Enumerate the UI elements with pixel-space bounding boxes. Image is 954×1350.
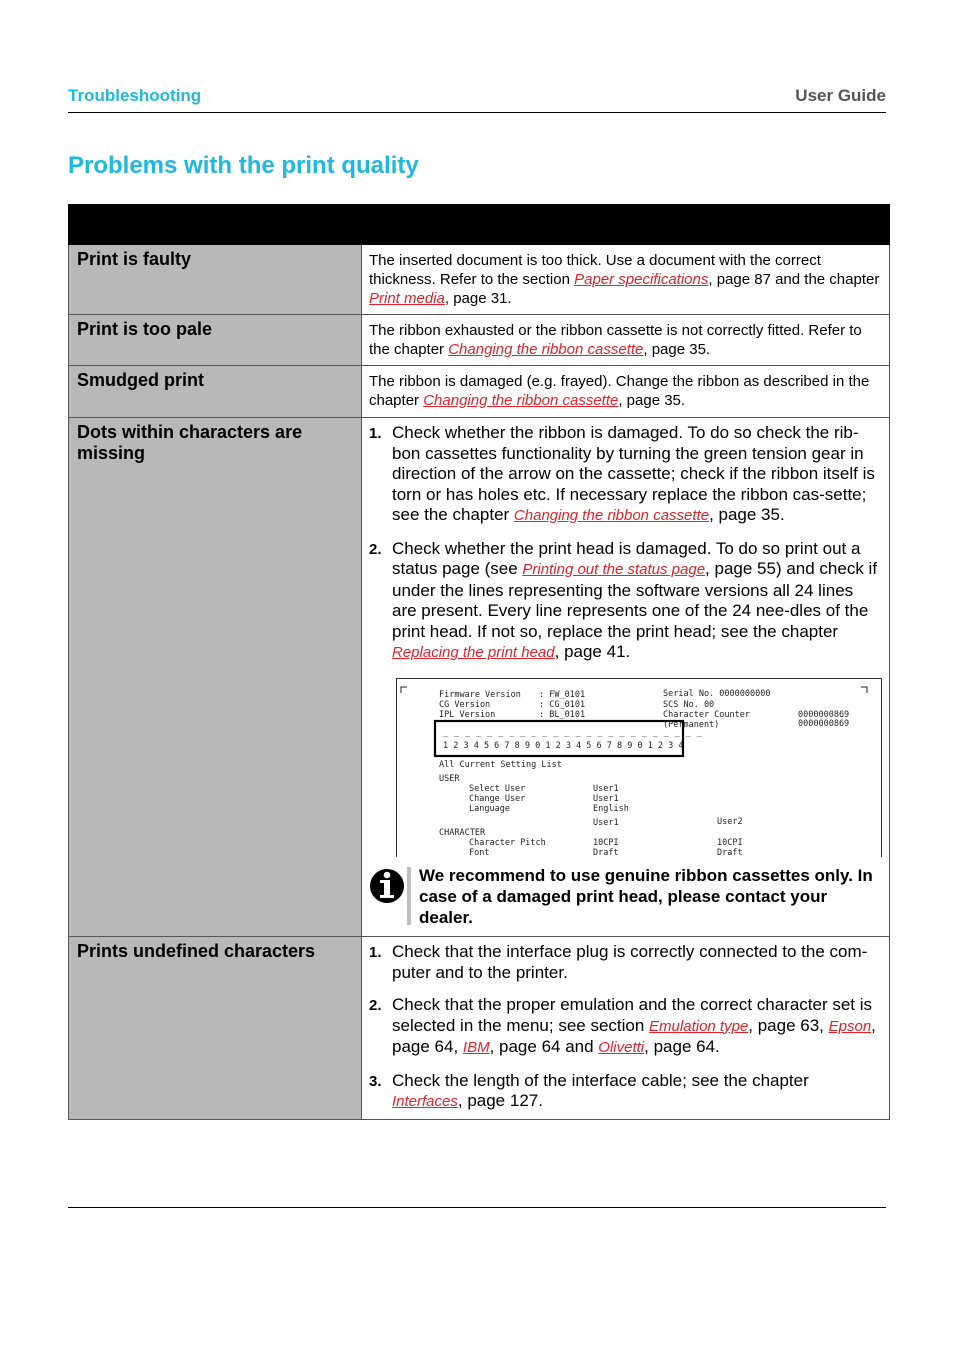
user1-column: User1 (593, 817, 619, 828)
list-item (369, 423, 882, 527)
solution-text: The ribbon exhausted or the ribbon cassette is not correctly fitted. Refer to the chapter (369, 322, 862, 358)
step-text: , page 55) and check if under the lines representing the software versions all 24 lines are present. Every line represents one of the 24 nee-dles of the print head. If not so, replace the print head; see the chapter (392, 559, 878, 641)
step-text: , page 35. (709, 505, 785, 524)
table-row (69, 366, 890, 418)
list-item (369, 995, 882, 1059)
link-interfaces[interactable]: Interfaces (392, 1093, 458, 1110)
link-olivetti[interactable]: Olivetti (598, 1039, 645, 1056)
link-print-media[interactable]: Print media (369, 290, 445, 307)
step-number: 1. (369, 944, 382, 961)
step-number: 3. (369, 1072, 382, 1090)
character-heading: CHARACTER (439, 827, 486, 838)
problem-cell: Smudged print (69, 366, 362, 418)
needle-dashes: _ _ _ _ _ _ _ _ _ _ _ _ _ _ _ _ _ _ _ _ _ _ _ _ (443, 727, 703, 738)
step-text: Check whether the ribbon is damaged. To do so check the rib-bon cassettes functionality by turning the green tension gear in direction of the arrow on the cassette; check if the ribbon itself is torn or has holes etc. If necessary replace the ribbon cas-sette; see the chapter (392, 423, 875, 524)
solution-text: , page 35. (643, 341, 711, 358)
language-value: English (593, 803, 629, 814)
font-value: Draft (717, 847, 743, 857)
needle-digits: 1 2 3 4 5 6 7 8 9 0 1 2 3 4 5 6 7 8 9 0 1 2 3 4 (443, 740, 684, 751)
table-row (69, 315, 890, 366)
table-row (69, 418, 890, 937)
link-changing-ribbon-cassette[interactable]: Changing the ribbon cassette (423, 392, 619, 409)
user2-column: User2 (717, 816, 743, 827)
step-text: , page 63, (748, 1015, 829, 1035)
troubleshooting-table (68, 204, 890, 1120)
setting-list-title: All Current Setting List (439, 759, 562, 770)
solution-cell (362, 245, 890, 315)
change-user-value: User1 (593, 793, 619, 804)
steps-list (369, 423, 882, 664)
solution-text: The ribbon is damaged (e.g. frayed). Change the ribbon as described in the chapter (369, 373, 870, 409)
cg-value: : CG_0101 (539, 699, 586, 710)
counter-label: Character Counter (663, 709, 750, 720)
step-text: Check that the proper emulation and the correct character set is selected in the menu; see section (392, 995, 873, 1035)
problem-cell: Dots within characters are missing (69, 418, 362, 937)
solution-cell (362, 937, 890, 1120)
solution-cell (362, 366, 890, 418)
counter-value: 0000000869 (798, 709, 850, 720)
list-item (369, 942, 882, 983)
firmware-value: : FW_0101 (539, 689, 586, 700)
header-guide: User Guide (795, 86, 886, 105)
status-page-svg (397, 679, 881, 857)
header-section: Troubleshooting (68, 86, 202, 105)
solution-cell (362, 315, 890, 366)
step-text: , page 64 and (489, 1037, 599, 1056)
info-note (369, 865, 882, 928)
info-icon (369, 865, 411, 927)
solution-text: , page 35. (618, 392, 686, 409)
step-text: Check that the interface plug is correctly connected to the com-puter and to the printer. (392, 942, 868, 982)
cg-label: CG Version (439, 699, 491, 710)
corner-mark (401, 687, 407, 693)
scs-number: SCS No. 00 (663, 699, 715, 710)
serial-number: Serial No. 0000000000 (663, 688, 771, 699)
header-rule (68, 112, 886, 113)
firmware-label: Firmware Version (439, 689, 521, 700)
link-changing-ribbon-cassette[interactable]: Changing the ribbon cassette (513, 507, 710, 524)
step-text: , page 41. (554, 642, 631, 661)
step-number: 1. (369, 425, 382, 442)
link-printing-status-page[interactable]: Printing out the status page (522, 561, 706, 578)
list-item (369, 1071, 882, 1113)
table-row (69, 937, 890, 1120)
link-epson[interactable]: Epson (828, 1017, 872, 1035)
step-number: 2. (369, 997, 382, 1014)
note-text: We recommend to use genuine ribbon cassettes only. In case of a damaged print head, please contact your dealer. (419, 865, 873, 927)
solution-text: The inserted document is too thick. Use a document with the correct thickness. Refer to the section (369, 252, 821, 288)
link-paper-specifications[interactable]: Paper specifications (574, 271, 709, 288)
problem-cell: Print is too pale (69, 315, 362, 366)
solution-cell (362, 418, 890, 937)
ipl-label: IPL Version (439, 709, 496, 720)
font-label: Font (469, 847, 490, 857)
pitch-label: Character Pitch (469, 837, 546, 848)
problem-cell: Prints undefined characters (69, 937, 362, 1120)
table-header-row (69, 205, 890, 245)
ipl-value: : BL_0101 (539, 709, 586, 720)
change-user-label: Change User (469, 793, 526, 804)
page-title: Problems with the print quality (68, 152, 419, 179)
language-label: Language (469, 803, 510, 814)
steps-list (369, 942, 882, 1113)
step-text: Check whether the print head is damaged. To do so print out a status page (see (392, 538, 861, 578)
step-text: Check the length of the interface cable; see the chapter (392, 1070, 809, 1090)
solution-text: , page 87 and the chapter (708, 271, 880, 288)
user-heading: USER (439, 773, 460, 784)
counter-value: 0000000869 (798, 718, 850, 729)
step-number: 2. (369, 540, 382, 558)
step-text: , page 64. (644, 1037, 720, 1056)
table-row (69, 245, 890, 315)
list-item (369, 539, 882, 664)
link-changing-ribbon-cassette[interactable]: Changing the ribbon cassette (448, 341, 644, 358)
corner-mark (861, 687, 867, 693)
link-emulation-type[interactable]: Emulation type (649, 1017, 749, 1035)
counter-permanent: (Permanent) (663, 719, 720, 730)
pitch-value: 10CPI (717, 837, 743, 848)
step-text: , page 64, (392, 1015, 876, 1056)
select-user-label: Select User (469, 783, 526, 794)
problem-cell: Print is faulty (69, 245, 362, 315)
footer-rule (68, 1207, 886, 1208)
status-page-printout (396, 678, 882, 857)
link-replacing-print-head[interactable]: Replacing the print head (392, 644, 555, 661)
solution-text: , page 31. (444, 290, 512, 307)
pitch-value: 10CPI (593, 837, 619, 848)
font-value: Draft (593, 847, 619, 857)
link-ibm[interactable]: IBM (462, 1039, 490, 1056)
step-text: , page 127. (457, 1091, 543, 1110)
select-user-value: User1 (593, 783, 619, 794)
